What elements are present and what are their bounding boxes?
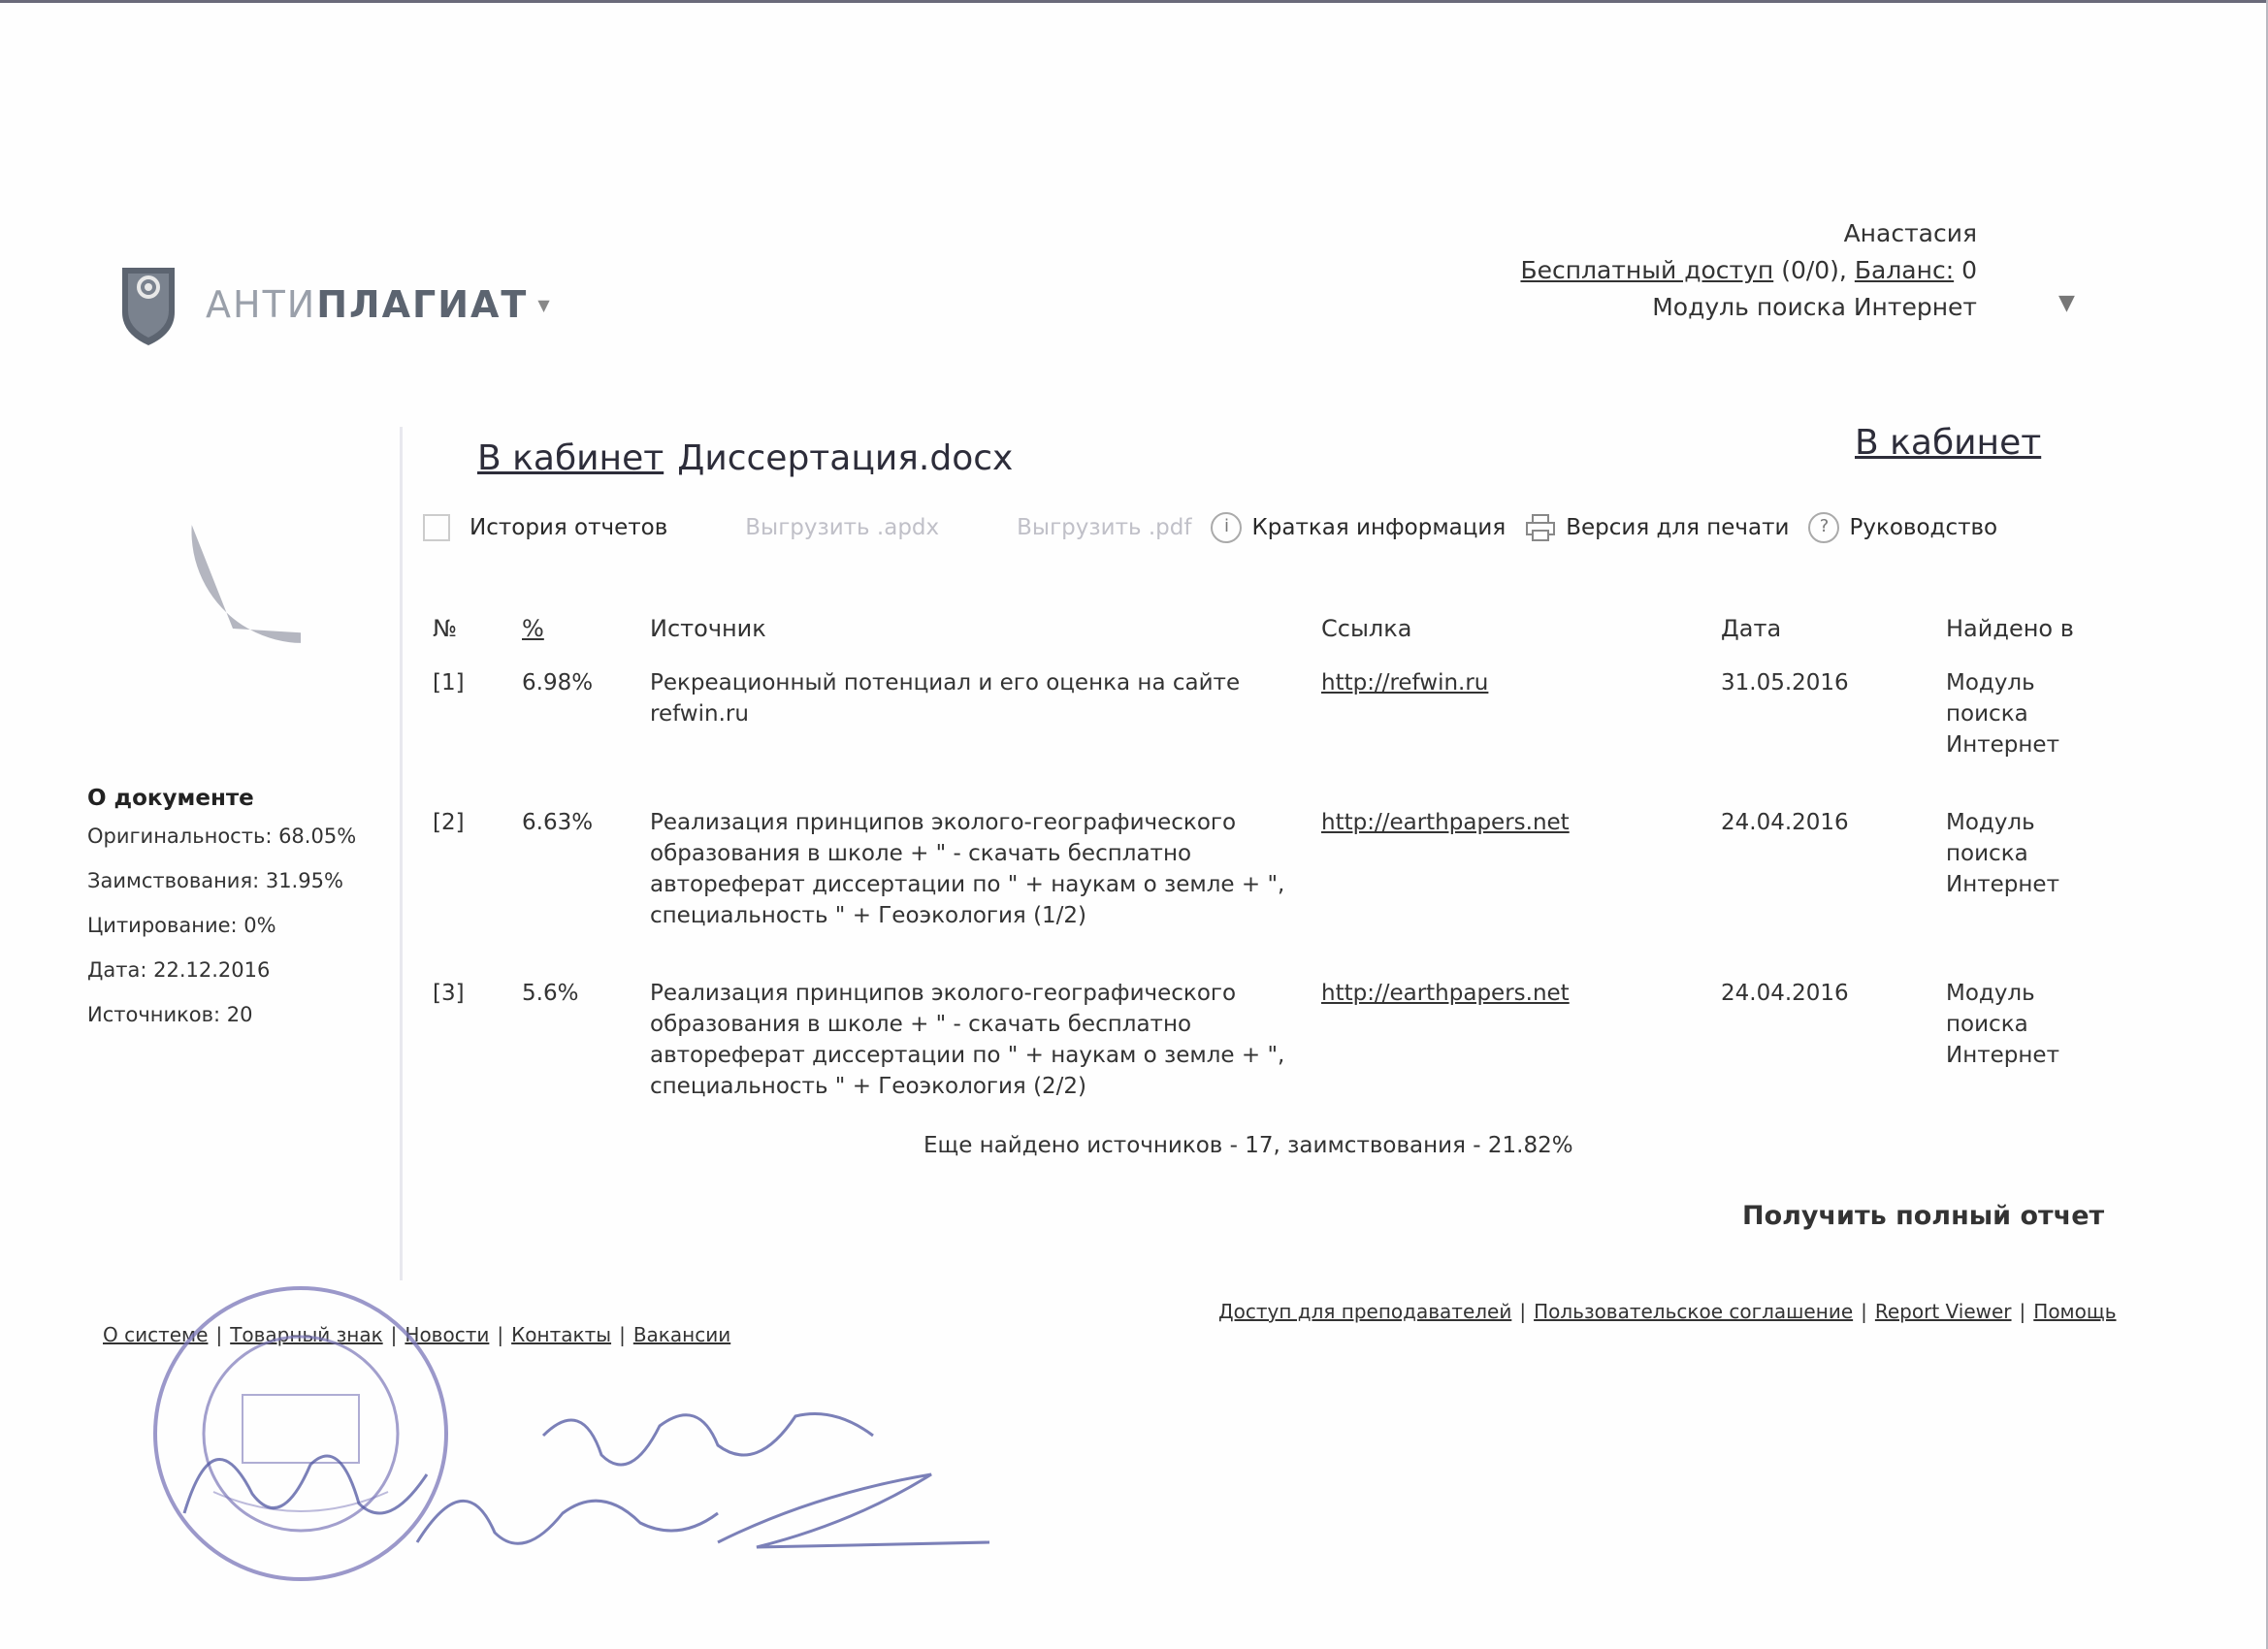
info-icon: i — [1211, 512, 1242, 543]
cabinet-link[interactable]: В кабинет — [477, 438, 664, 478]
footer-link-about[interactable]: О системе — [103, 1323, 209, 1346]
top-border — [0, 0, 2268, 3]
footer-link-help[interactable]: Помощь — [2033, 1300, 2117, 1323]
module-name: Модуль поиска Интернет — [1652, 293, 1977, 321]
borrowed-slice — [191, 525, 301, 643]
footer-link-contacts[interactable]: Контакты — [511, 1323, 612, 1346]
row-number: [2] — [433, 810, 465, 835]
row-number: [3] — [433, 981, 465, 1006]
document-name: Диссертация.docx — [677, 438, 1014, 478]
row-url-link[interactable]: http://earthpapers.net — [1321, 981, 1570, 1006]
col-source: Источник — [650, 615, 766, 642]
chevron-down-icon[interactable]: ▼ — [537, 295, 550, 314]
originality-value: Оригинальность: 68.05% — [87, 824, 357, 848]
user-menu-chevron-icon[interactable]: ▼ — [2058, 291, 2075, 315]
row-date: 31.05.2016 — [1721, 670, 1849, 695]
history-checkbox-icon — [423, 514, 450, 541]
table-row — [417, 792, 2107, 962]
col-date: Дата — [1721, 615, 1782, 642]
footer-link-vacancies[interactable]: Вакансии — [632, 1323, 731, 1346]
footer-links-right: Доступ для преподавателей | Пользовательское соглашение | Report Viewer | Помощь — [1218, 1300, 2117, 1323]
footer-link-teachers[interactable]: Доступ для преподавателей — [1218, 1300, 1512, 1323]
row-found-in: Модуль поиска Интернет — [1946, 670, 2059, 758]
shield-logo-icon — [118, 262, 178, 347]
row-date: 24.04.2016 — [1721, 981, 1849, 1006]
guide-button[interactable]: ? Руководство — [1808, 512, 1997, 543]
cabinet-link-right[interactable]: В кабинет — [1855, 423, 2042, 463]
balance-link[interactable]: Баланс: — [1854, 256, 1955, 284]
footer-links-left: О системе | Товарный знак | Новости | Контакты | Вакансии — [103, 1323, 731, 1346]
col-percent[interactable]: % — [522, 615, 544, 642]
account-status — [1520, 252, 1977, 289]
history-button[interactable]: История отчетов — [423, 514, 667, 541]
row-percent: 6.98% — [522, 670, 594, 695]
col-found-in: Найдено в — [1946, 615, 2074, 642]
table-header — [417, 594, 2107, 652]
document-info — [87, 786, 356, 1048]
row-url-link[interactable]: http://refwin.ru — [1321, 670, 1489, 695]
export-apdx-button[interactable]: Выгрузить .apdx — [745, 515, 940, 540]
footer-link-trademark[interactable]: Товарный знак — [230, 1323, 383, 1346]
row-percent: 5.6% — [522, 981, 579, 1006]
table-row — [417, 652, 2107, 792]
row-found-in: Модуль поиска Интернет — [1946, 810, 2059, 897]
row-url-link[interactable]: http://earthpapers.net — [1321, 810, 1570, 835]
row-percent: 6.63% — [522, 810, 594, 835]
table-row — [417, 962, 2107, 1133]
row-source: Реализация принципов эколого-географического образования в школе + " - скачать бесплатно автореферат диссертации по " + наукам о земле + ", специальность " + Геоэкология (2/2) — [650, 981, 1285, 1099]
get-full-report-button[interactable]: Получить полный отчет — [1742, 1201, 2105, 1231]
help-icon: ? — [1808, 512, 1839, 543]
sources-table — [417, 594, 2107, 1133]
footer-link-news[interactable]: Новости — [405, 1323, 490, 1346]
document-info-heading: О документе — [87, 786, 254, 811]
user-name: Анастасия — [1843, 219, 1977, 247]
row-found-in: Модуль поиска Интернет — [1946, 981, 2059, 1068]
document-date: Дата: 22.12.2016 — [87, 958, 271, 982]
citation-value: Цитирование: 0% — [87, 914, 276, 937]
row-source: Рекреационный потенциал и его оценка на сайте refwin.ru — [650, 670, 1241, 727]
footer-link-agreement[interactable]: Пользовательское соглашение — [1534, 1300, 1854, 1323]
col-number: № — [433, 615, 457, 642]
antiplagiat-logo[interactable] — [118, 262, 550, 347]
sources-count: Источников: 20 — [87, 1003, 253, 1026]
printer-icon — [1525, 513, 1556, 542]
col-link: Ссылка — [1321, 615, 1412, 642]
footer-link-report-viewer[interactable]: Report Viewer — [1874, 1300, 2012, 1323]
more-sources-summary: Еще найдено источников - 17, заимствования - 21.82% — [923, 1133, 1573, 1158]
brand-name: АНТИПЛАГИАТ — [206, 283, 529, 326]
brief-info-button[interactable]: i Краткая информация — [1211, 512, 1506, 543]
borrowing-value: Заимствования: 31.95% — [87, 869, 343, 892]
sidebar-divider — [400, 427, 403, 1280]
print-version-button[interactable]: Версия для печати — [1525, 513, 1789, 542]
handwritten-signature-icon — [175, 1377, 1048, 1571]
page-title — [477, 438, 1013, 478]
row-date: 24.04.2016 — [1721, 810, 1849, 835]
free-access-value: (0/0), — [1781, 256, 1847, 284]
balance-value: 0 — [1961, 256, 1977, 284]
originality-pie-chart — [78, 512, 301, 745]
row-source: Реализация принципов эколого-географического образования в школе + " - скачать бесплатно автореферат диссертации по " + наукам о земле + ", специальность " + Геоэкология (1/2) — [650, 810, 1285, 928]
user-panel — [1520, 215, 1977, 326]
free-access-link[interactable]: Бесплатный доступ — [1520, 256, 1774, 284]
report-toolbar — [423, 512, 1997, 543]
export-pdf-button[interactable]: Выгрузить .pdf — [1017, 515, 1192, 540]
row-number: [1] — [433, 670, 465, 695]
